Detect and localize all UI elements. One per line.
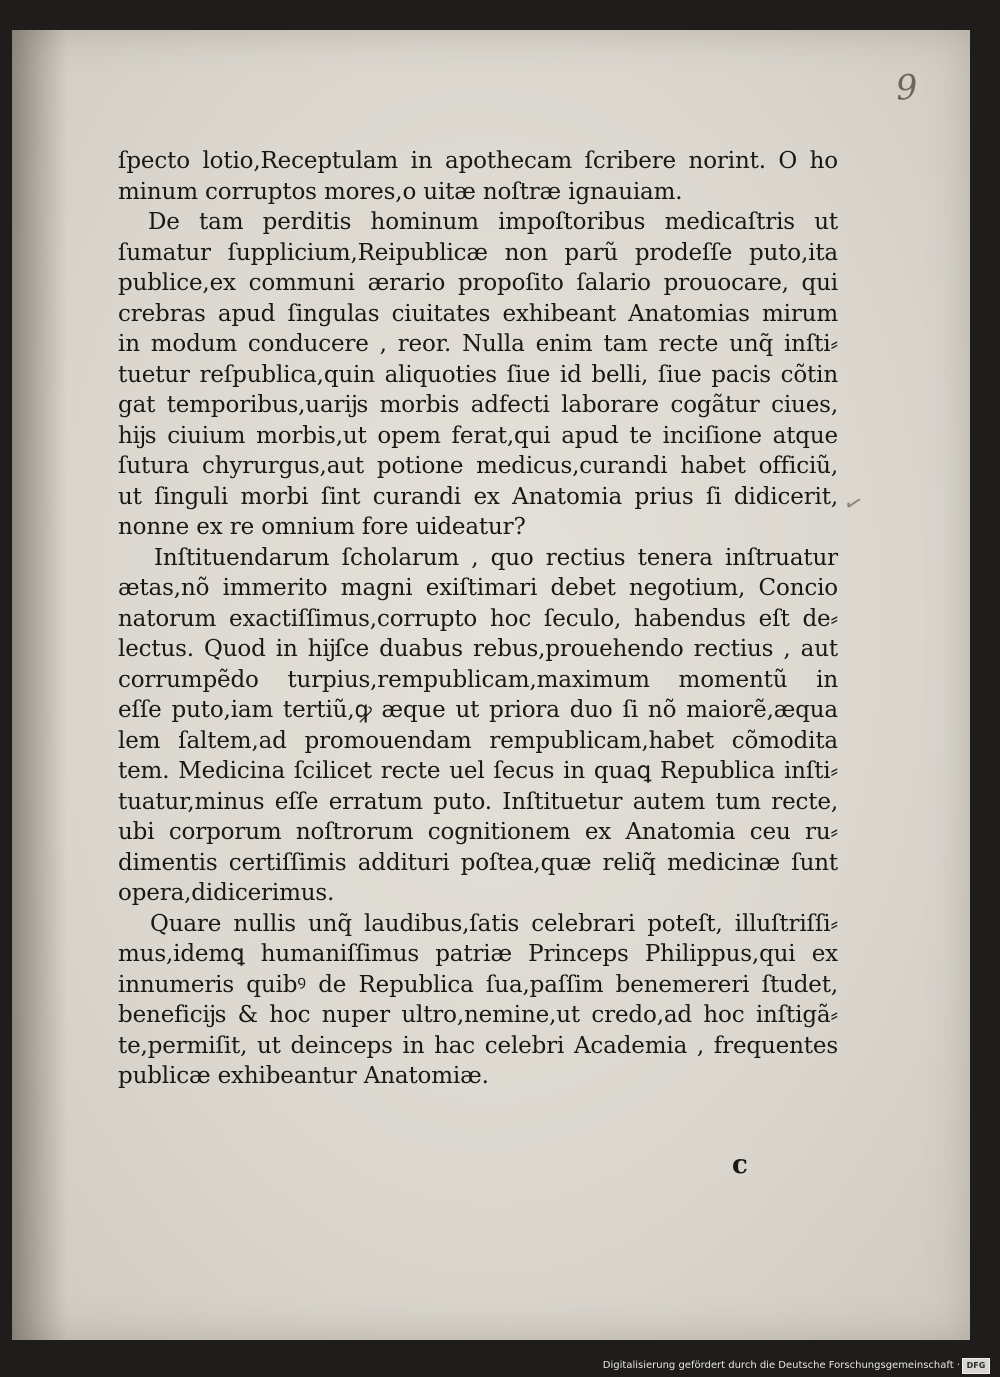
text-line-22: tuatur,minus eſſe erratum puto. Inſtituetur autem tum recte, xyxy=(118,788,838,815)
text-line-31: publicæ exhibeantur Anatomiæ. xyxy=(118,1063,489,1089)
text-line-12: ut ſinguli morbi ſint curandi ex Anatomia prius ſi didicerit, xyxy=(118,483,838,510)
text-line-26: Quare nullis unq̃ laudibus,ſatis celebrari poteſt, illuſtriſſi⸗ xyxy=(150,910,838,937)
text-line-10: hĳs ciuium morbis,ut opem ferat,qui apud te inciſione atque xyxy=(118,422,838,449)
text-line-25: opera,didicerimus. xyxy=(118,880,335,906)
funding-note: Digitalisierung gefördert durch die Deutsche Forschungsgemeinschaft · xyxy=(602,1360,960,1371)
body-text xyxy=(118,146,838,1092)
text-line-9: gat temporibus,uarĳs morbis adfecti laborare cogãtur ciues, xyxy=(118,392,838,418)
text-line-16: natorum exactiſſimus,corrupto hoc ſeculo, habendus eſt de⸗ xyxy=(118,605,838,632)
text-line-15: ætas,nõ immerito magni exiſtimari debet negotium, Concio xyxy=(118,575,838,601)
text-line-14: Inſtituendarum ſcholarum , quo rectius tenera inſtruatur xyxy=(154,544,838,571)
folio-number: 9 xyxy=(894,67,920,109)
text-line-11: ſutura chyrurgus,aut potione medicus,curandi habet officiũ, xyxy=(118,453,838,479)
dfg-logo: DFG xyxy=(962,1358,990,1374)
text-line-13: nonne ex re omnium fore uideatur? xyxy=(118,514,526,540)
text-line-2: minum corruptos mores,o uitæ noſtræ ignauiam. xyxy=(118,178,683,205)
text-line-17: lectus. Quod in hĳſce duabus rebus,prouehendo rectius , aut xyxy=(118,636,838,662)
gutter-shadow xyxy=(12,30,67,1340)
book-page xyxy=(12,30,970,1340)
text-line-29: beneficĳs & hoc nuper ultro,nemine,ut credo,ad hoc inſtigã⸗ xyxy=(118,1002,838,1028)
text-line-5: publice,ex communi ærario propoſito ſalario prouocare, qui xyxy=(118,270,838,296)
text-line-1: ſpecto lotio,Receptulam in apothecam ſcribere norint. O ho xyxy=(118,148,838,174)
text-line-27: mus,idemꝗ humaniſſimus patriæ Princeps Philippus,qui ex xyxy=(118,941,838,967)
text-line-6: crebras apud ſingulas ciuitates exhibeant Anatomias mirum xyxy=(118,300,838,327)
text-line-18: corrumpẽdo turpius,rempublicam,maximum momentũ in xyxy=(118,666,838,693)
text-line-28: innumeris quibꝰ de Republica ſua,paſſim benemereri ſtudet, xyxy=(118,971,838,998)
signature-mark: c xyxy=(732,1150,748,1180)
margin-check-mark: ✓ xyxy=(840,489,867,520)
text-line-24: dimentis certiſſimis addituri poſtea,quæ reliq̃ medicinæ ſunt xyxy=(118,849,838,876)
text-line-23: ubi corporum noſtrorum cognitionem ex Anatomia ceu ru⸗ xyxy=(118,819,838,845)
text-line-3: De tam perditis hominum impoſtoribus medicaſtris ut xyxy=(148,209,838,235)
text-line-8: tuetur reſpublica,quin aliquoties ſiue id belli, ſiue pacis cõtin xyxy=(118,361,838,388)
text-line-20: lem ſaltem,ad promouendam rempublicam,habet cõmodita xyxy=(118,727,838,754)
text-line-7: in modum conducere , reor. Nulla enim tam recte unq̃ inſti⸗ xyxy=(118,331,838,357)
text-line-21: tem. Medicina ſcilicet recte uel ſecus in quaꝗ Republica inſti⸗ xyxy=(118,758,838,784)
text-line-4: ſumatur ſupplicium,Reipublicæ non parũ prodeſſe puto,ita xyxy=(118,239,838,266)
text-line-19: eſſe puto,iam tertiũ,ꝙ æque ut priora duo ſi nõ maiorẽ,æqua xyxy=(118,697,838,723)
funding-footer xyxy=(0,1340,1000,1377)
text-line-30: te,permiſit, ut deinceps in hac celebri Academia , frequentes xyxy=(118,1032,838,1059)
